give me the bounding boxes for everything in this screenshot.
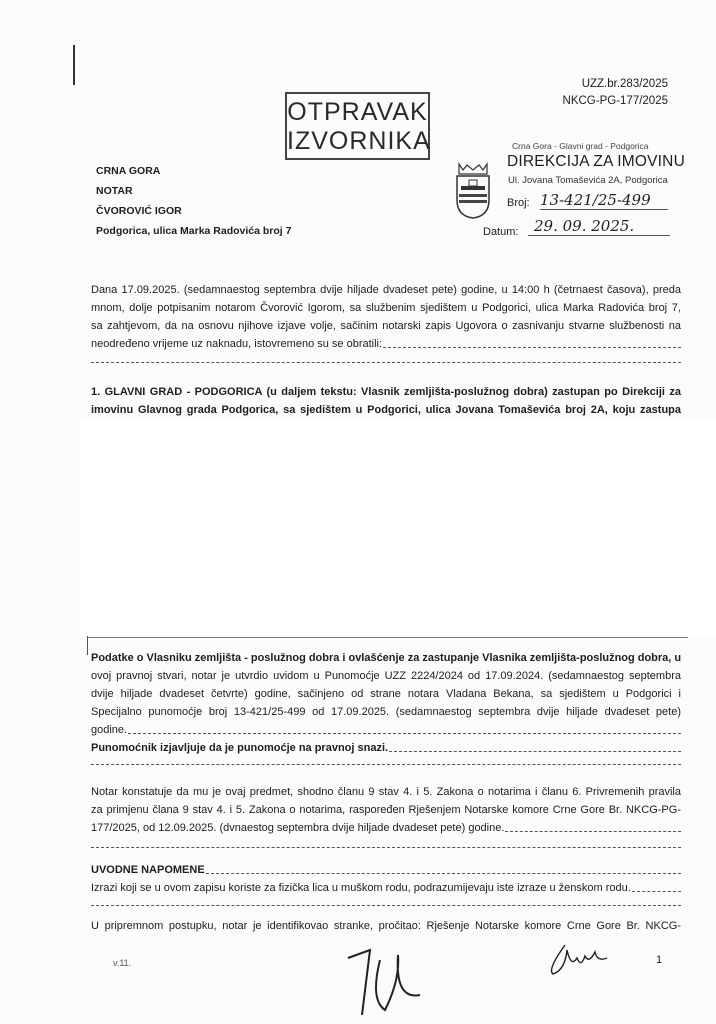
paragraph-line: Podatke o Vlasniku zemljišta - poslužnog dobra i ovlašćenje za zastupanje Vlasnika zemljišta-poslužnog dobra, u: [91, 652, 682, 664]
stamp-line-1: OTPRAVAK: [287, 98, 428, 126]
paragraph-line: Specijalno punomoćje broj 13-421/25-499 od 17.09.2025. (sedamnaestog septembra dvije hiljade dvadeset pete): [91, 706, 681, 718]
paragraph-line: U pripremnom postupku, notar je identifikovao stranke, pročitao: Rješenje Notarske komore Crne Gore Br. NKCG-: [91, 920, 681, 932]
dash-filler: [206, 863, 681, 874]
coat-of-arms-icon: [453, 162, 493, 220]
paragraph-line: mnom, dolje potpisanim notarom Čvorović Igorom, sa službenim sjedištem u Podgorici, ulica Marka Radovića broj 7,: [91, 302, 681, 314]
datum-label: Datum:: [483, 226, 519, 238]
dash-filler: [505, 821, 681, 832]
notary-name: ČVOROVIĆ IGOR: [96, 205, 182, 217]
paragraph-line: Izrazi koji se u ovom zapisu koriste za fizička lica u muškom rodu, podrazumijevaju iste izraze u ženskom rodu.: [91, 881, 681, 895]
dash-filler: [632, 881, 681, 892]
datum-value: 29. 09. 2025.: [528, 217, 670, 236]
party-line: imovinu Glavnog grada Podgorica, sa sjedištem u Podgorici, ulica Jovana Tomaševića broj 2A, koju zastupa: [91, 404, 681, 416]
paragraph-line: Punomoćnik izjavljuje da je punomoćje na pravnoj snazi.: [91, 741, 681, 755]
dash-filler: [383, 337, 681, 348]
dashed-separator: [91, 764, 681, 765]
nkcg-number: NKCG-PG-177/2025: [562, 95, 668, 107]
paragraph-line: dvije hiljade dvadeset četvrte) godine, sačinjeno od strane notara Vladana Bekana, sa sjedištem u Podgorici i: [91, 688, 681, 700]
uzz-number: UZZ.br.283/2025: [581, 78, 668, 90]
redaction-border: [88, 637, 688, 638]
original-copy-stamp: [285, 92, 430, 160]
margin-mark: [73, 45, 75, 85]
paragraph-line: neodređeno vrijeme uz naknadu, istovremeno su se obratili:: [91, 337, 681, 351]
dashed-separator: [91, 362, 681, 363]
paragraph-line: za primjenu člana 9 stav 4. i 5. Zakona o notarima, raspoređen Rješenjem Notarske komore Crne Gore Br. NKCG-PG-: [91, 804, 681, 816]
paragraph-line: Dana 17.09.2025. (sedamnaestog septembra dvije hiljade dvadeset pete) godine, u 14:00 h (četrnaest časova), preda: [91, 284, 681, 296]
dash-filler: [128, 723, 681, 734]
notary-address: Podgorica, ulica Marka Radovića broj 7: [96, 225, 292, 237]
party-line: 1. GLAVNI GRAD - PODGORICA (u daljem tekstu: Vlasnik zemljišta-poslužnog dobra) zastupan po Direkciji za: [91, 386, 681, 398]
broj-label: Broj:: [507, 197, 530, 209]
initials-note: v.11.: [113, 958, 132, 968]
dashed-separator: [91, 905, 681, 906]
signature-image: [545, 940, 615, 980]
paragraph-line: Notar konstatuje da mu je ovaj predmet, shodno članu 9 stav 4. i 5. Zakona o notarima i članu 6. Privremenih pravila: [91, 786, 681, 798]
paragraph-line: 177/2025, od 12.09.2025. (dvnaestog septembra dvije hiljade dvadeset pete) godine.: [91, 821, 681, 835]
section-heading: UVODNE NAPOMENE: [91, 863, 681, 877]
page-number: 1: [656, 954, 663, 966]
directorate-org-line: Crna Gora - Glavni grad - Podgorica: [512, 141, 649, 151]
dash-filler: [389, 741, 681, 752]
notary-title: NOTAR: [96, 185, 133, 197]
directorate-name: DIREKCIJA ZA IMOVINU: [507, 153, 685, 170]
signature-image: [340, 940, 440, 1020]
stamp-line-2: IZVORNIKA: [287, 127, 431, 155]
notary-country: CRNA GORA: [96, 165, 161, 177]
directorate-address: Ul. Jovana Tomaševića 2A, Podgorica: [508, 175, 668, 186]
redacted-area: [80, 418, 716, 636]
broj-value: 13-421/25-499: [540, 191, 668, 210]
paragraph-line: ovoj pravnoj stvari, notar je utvrdio uvidom u Punomoćje UZZ 2224/2024 od 17.09.2024. (sedamnaestog septembra: [91, 670, 681, 682]
paragraph-line: sa zahtjevom, da na osnovu njihove izjave volje, sačinim notarski zapis Ugovora o zasnivanju stvarne službenosti na: [91, 320, 681, 332]
dashed-separator: [91, 847, 681, 848]
paragraph-line: godine.: [91, 723, 681, 737]
